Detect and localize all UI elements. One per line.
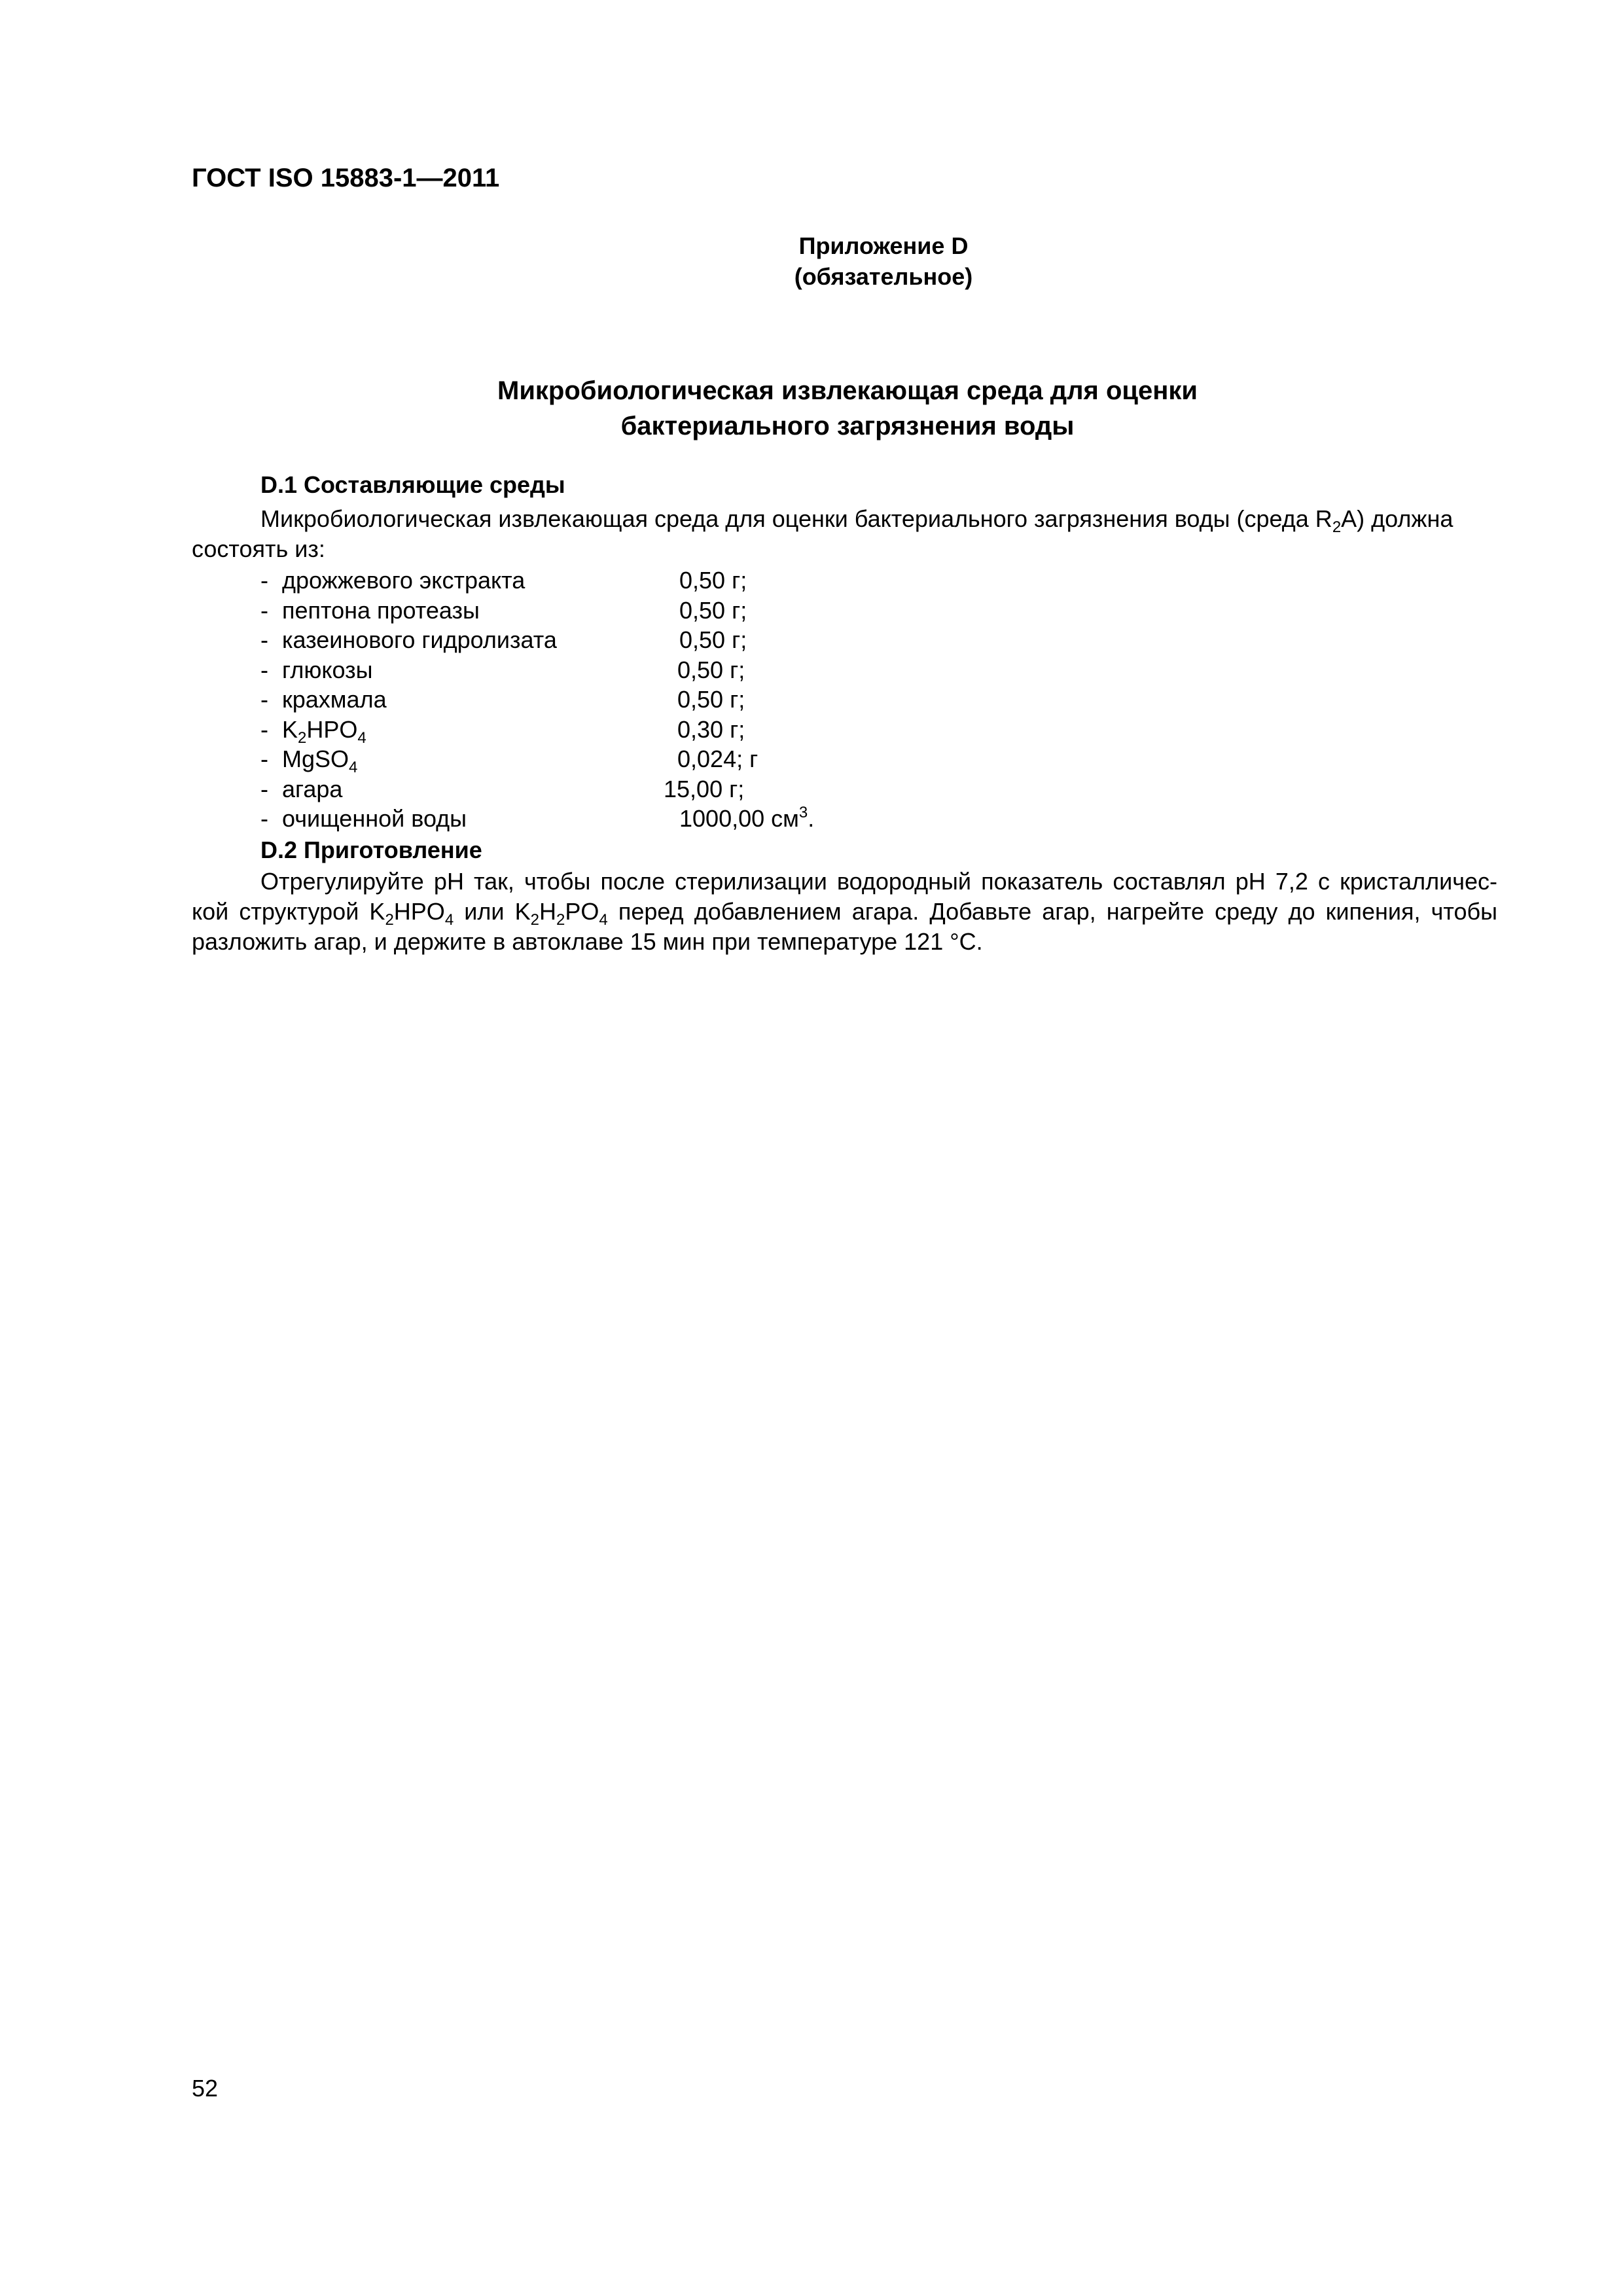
- d2-line-3: разложить агар, и держите в автоклаве 15 мин при температуре 121 °С.: [192, 928, 983, 955]
- section-heading-d1: D.1 Составляющие среды: [260, 471, 565, 498]
- ingredient-amount: 0,024; г: [677, 745, 758, 772]
- ingredient-name: крахмала: [282, 686, 387, 713]
- formula-subscript: 4: [349, 759, 358, 776]
- section-heading-d2: D.2 Приготовление: [260, 836, 482, 863]
- list-item: [260, 685, 1177, 715]
- intro-text-part-1: Микробиологическая извлекающая среда для оценки бактериального загрязнения воды (среда R: [260, 505, 1332, 532]
- ingredient-amount: 0,50 г;: [679, 626, 747, 653]
- d2-subscript: 2: [385, 911, 394, 929]
- appendix-status: (обязательное): [794, 263, 973, 290]
- ingredient-name: казеинового гидролизата: [282, 626, 557, 653]
- ingredient-amount: 0,50 г;: [677, 656, 745, 683]
- list-dash: -: [260, 745, 268, 772]
- d2-text-part: PO: [565, 898, 599, 925]
- appendix-heading: [707, 230, 1060, 292]
- d2-text-part: HPO: [393, 898, 445, 925]
- d2-subscript: 2: [530, 911, 539, 929]
- list-dash: -: [260, 567, 268, 594]
- formula-part: K: [282, 715, 298, 743]
- ingredient-amount: 0,50 г;: [677, 686, 745, 713]
- intro-line-1: [192, 504, 1501, 534]
- title-line-2: бактериального загрязнения воды: [620, 412, 1075, 440]
- list-item: [260, 625, 1177, 655]
- section-d2-text: [192, 867, 1497, 957]
- ingredient-name: [282, 715, 366, 745]
- title-line-1: Микробиологическая извлекающая среда для оценки: [497, 376, 1198, 405]
- d2-subscript: 4: [444, 911, 454, 929]
- list-item: [260, 565, 1177, 596]
- intro-line-2: состоять из:: [192, 535, 325, 562]
- ingredient-name: глюкозы: [282, 656, 373, 683]
- ingredient-amount: [679, 804, 814, 834]
- document-code: ГОСТ ISO 15883-1—2011: [192, 164, 500, 192]
- d2-text-part: или K: [454, 898, 531, 925]
- ingredients-list: [260, 565, 1177, 834]
- amount-terminator: .: [808, 805, 815, 832]
- ingredient-amount: 0,50 г;: [679, 596, 747, 624]
- list-dash: -: [260, 596, 268, 624]
- formula-subscript: 2: [298, 728, 307, 747]
- list-dash: -: [260, 656, 268, 683]
- list-dash: -: [260, 715, 268, 743]
- ingredient-name: очищенной воды: [282, 805, 467, 832]
- formula-part: MgSO: [282, 745, 349, 772]
- ingredient-amount: 0,30 г;: [677, 715, 745, 743]
- section-d1-intro: [192, 504, 1501, 564]
- list-dash: -: [260, 626, 268, 653]
- d2-line-1: Отрегулируйте pH так, чтобы после стерилизации водородный показатель составлял pH 7,2 с кристалличес-: [260, 868, 1497, 895]
- formula-part: HPO: [306, 715, 358, 743]
- appendix-title: [419, 373, 1276, 444]
- d2-text-part: кой структурой K: [192, 898, 385, 925]
- appendix-label: Приложение D: [798, 232, 969, 259]
- list-item: [260, 774, 1177, 804]
- list-dash: -: [260, 686, 268, 713]
- intro-subscript: 2: [1332, 518, 1342, 536]
- ingredient-amount: 15,00 г;: [664, 775, 745, 802]
- list-item: [260, 744, 1177, 774]
- list-item: [260, 596, 1177, 626]
- ingredient-name: дрожжевого экстракта: [282, 567, 526, 594]
- formula-subscript: 4: [357, 728, 366, 747]
- ingredient-name: агара: [282, 775, 343, 802]
- list-dash: -: [260, 775, 268, 802]
- d2-text-part: H: [539, 898, 556, 925]
- amount-text: 1000,00 см: [679, 805, 799, 832]
- page-number: 52: [192, 2075, 219, 2102]
- ingredient-amount: 0,50 г;: [679, 567, 747, 594]
- d2-text-part: перед добавлением агара. Добавьте агар, нагрейте среду до кипения, чтобы: [607, 898, 1497, 925]
- d2-subscript: 2: [556, 911, 565, 929]
- d2-subscript: 4: [599, 911, 608, 929]
- d2-line-2: [192, 897, 1497, 927]
- list-item: [260, 715, 1177, 745]
- list-dash: -: [260, 805, 268, 832]
- amount-superscript: 3: [798, 804, 808, 821]
- list-item: [260, 655, 1177, 685]
- intro-text-part-2: A) должна: [1341, 505, 1454, 532]
- ingredient-name: пептона протеазы: [282, 596, 480, 624]
- list-item: [260, 804, 1177, 834]
- ingredient-name: [282, 744, 357, 774]
